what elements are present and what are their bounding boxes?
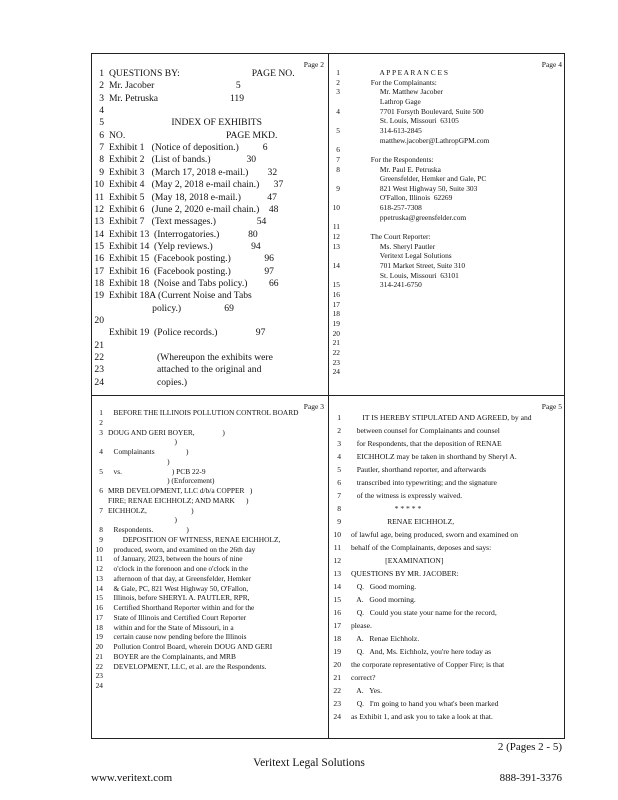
line-text: Exhibit 7 (Text messages.) 54: [109, 216, 267, 228]
line-number: 9: [336, 183, 340, 193]
line-text: Exhibit 2 (List of bands.) 30: [109, 154, 257, 166]
line-text: of January, 2023, between the hours of nine: [108, 554, 243, 564]
line-text: QUESTIONS BY MR. JACOBER:: [351, 569, 459, 578]
line-number: 22: [95, 661, 103, 671]
line-text: policy.) 69: [109, 302, 234, 314]
line-text: State of Illinois and Certified Court Reporter: [108, 612, 247, 622]
line-number: 14: [94, 228, 104, 240]
line-text: Mr. Matthew Jacober: [367, 87, 443, 97]
line-text: matthew.jacober@LathropGPM.com: [367, 135, 490, 145]
line-number: 11: [333, 543, 341, 552]
line-number: 7: [336, 154, 340, 164]
company-name: Veritext Legal Solutions: [253, 757, 365, 769]
line-number: 20: [332, 328, 340, 338]
line-number: 17: [94, 265, 104, 277]
line-number: 1: [99, 68, 104, 79]
line-number: 23: [94, 364, 104, 376]
line-text: ppetruska@greensfelder.com: [367, 212, 467, 222]
line-text: transcribed into typewriting; and the signature: [351, 478, 497, 487]
line-number: 23: [333, 699, 341, 708]
line-text: Q. Could you state your name for the record,: [351, 608, 497, 617]
line-number: 5: [99, 117, 104, 129]
line-number: 8: [336, 164, 340, 174]
line-number: 3: [99, 427, 103, 437]
transcript-page-2: [92, 54, 328, 395]
line-number: 18: [95, 622, 103, 632]
line-number: 9: [99, 534, 103, 544]
line-number: 22: [94, 352, 104, 364]
line-number: 24: [333, 712, 341, 721]
line-text: Pautler, shorthand reporter, and afterwards: [351, 465, 486, 474]
website-link[interactable]: www.veritext.com: [91, 772, 173, 784]
line-text: O'Fallon, Illinois 62269: [367, 193, 453, 203]
line-number: 13: [95, 573, 103, 583]
line-text: NO. PAGE MKD.: [109, 129, 278, 141]
page-label: Page 2: [303, 60, 324, 69]
line-number: 13: [94, 216, 104, 228]
line-number: 12: [94, 203, 104, 215]
line-text: 701 Market Street, Suite 310: [367, 261, 466, 270]
line-text: Exhibit 18 (Noise and Tabs policy.) 66: [109, 277, 279, 289]
line-number: 17: [332, 299, 340, 309]
line-number: 21: [95, 651, 103, 661]
line-number: 12: [332, 232, 340, 242]
line-number: 6: [99, 129, 104, 141]
line-number: 11: [332, 222, 340, 232]
line-number: 7: [99, 505, 103, 515]
line-text: Pollution Control Board, wherein DOUG AND GERI: [108, 642, 273, 651]
line-text: produced, sworn, and examined on the 26th day: [108, 544, 256, 554]
line-number: 22: [332, 347, 340, 357]
line-text: (Whereupon the exhibits were: [109, 352, 273, 364]
line-text: Illinois, before SHERYL A. PAUTLER, RPR,: [108, 593, 250, 603]
line-text: Ms. Sheryl Pautler: [367, 241, 436, 251]
line-text: St. Louis, Missouri 63105: [367, 116, 459, 126]
line-number: 18: [332, 309, 340, 319]
line-text: Q. I'm going to hand you what's been marked: [351, 699, 499, 708]
line-text: o'clock in the forenoon and one o'clock in the: [108, 564, 248, 573]
line-number: 9: [337, 517, 341, 526]
phone-number: 888-391-3376: [499, 772, 562, 784]
line-number: 15: [95, 593, 103, 603]
line-text: DEVELOPMENT, LLC, et al. are the Respondents.: [108, 661, 267, 671]
line-number: 17: [95, 612, 103, 622]
line-number: 15: [332, 280, 340, 290]
line-number: 3: [336, 87, 340, 97]
line-text: Complainants ): [108, 447, 189, 456]
line-number: 10: [333, 530, 341, 539]
line-text: Exhibit 6 (June 2, 2020 e-mail chain.) 48: [109, 203, 279, 215]
line-text: MRB DEVELOPMENT, LLC d/b/a COPPER ): [108, 486, 253, 495]
line-text: Respondents. ): [108, 525, 189, 534]
line-number: 13: [332, 241, 340, 251]
line-text: INDEX OF EXHIBITS: [109, 117, 262, 129]
page-range: 2 (Pages 2 - 5): [497, 741, 562, 753]
line-number: 2: [99, 417, 103, 427]
line-text: Mr. Petruska 119: [109, 92, 245, 104]
line-text: between counsel for Complainants and counsel: [351, 426, 500, 435]
line-number: 2: [336, 77, 340, 87]
line-number: 8: [337, 504, 341, 513]
line-number: 4: [99, 105, 104, 117]
line-text: Mr. Jacober 5: [109, 80, 241, 92]
line-text: Exhibit 13 (Interrogatories.) 80: [109, 228, 258, 240]
line-text: IT IS HEREBY STIPULATED AND AGREED, by and: [351, 413, 532, 422]
line-text: Exhibit 1 (Notice of deposition.) 6: [109, 142, 268, 154]
line-text: the corporate representative of Copper Fire; is that: [351, 660, 505, 669]
line-text: DEPOSITION OF WITNESS, RENAE EICHHOLZ,: [108, 534, 281, 544]
line-number: 23: [332, 357, 340, 367]
line-number: 14: [333, 582, 341, 591]
line-text: Exhibit 18A (Current Noise and Tabs: [109, 290, 252, 302]
line-number: 20: [95, 642, 103, 651]
line-number: 10: [95, 544, 103, 554]
line-number: 20: [94, 315, 104, 326]
line-number: 15: [94, 240, 104, 252]
line-number: 19: [94, 290, 104, 302]
line-text: Exhibit 4 (May 2, 2018 e-mail chain.) 37: [109, 179, 284, 191]
line-text: 618-257-7308: [367, 203, 422, 213]
line-text: RENAE EICHHOLZ,: [351, 517, 455, 526]
line-number: 22: [333, 686, 341, 695]
line-text: Exhibit 16 (Facebook posting.) 97: [109, 265, 274, 277]
line-number: 7: [99, 142, 104, 154]
line-text: EICHHOLZ, ): [108, 505, 194, 515]
line-number: 5: [337, 465, 341, 474]
line-number: 5: [336, 125, 340, 135]
line-text: Q. Good morning.: [351, 582, 417, 591]
line-number: 18: [333, 634, 341, 643]
line-number: 8: [99, 154, 104, 166]
line-number: 21: [332, 338, 340, 348]
transcript-sheet: [91, 53, 565, 739]
line-text: Certified Shorthand Reporter within and for the: [108, 603, 255, 612]
line-text: EICHHOLZ may be taken in shorthand by Sheryl A.: [351, 452, 517, 461]
line-text: behalf of the Complainants, deposes and says:: [351, 543, 492, 552]
line-number: 19: [95, 632, 103, 642]
page-label: Page 4: [541, 60, 562, 69]
line-text: BOYER are the Complainants, and MRB: [108, 651, 236, 661]
line-text: within and for the State of Missouri, in a: [108, 622, 234, 632]
line-text: ): [108, 456, 170, 466]
line-number: 16: [95, 603, 103, 612]
line-text: 821 West Highway 50, Suite 303: [367, 183, 478, 193]
page-label: Page 3: [303, 402, 324, 411]
line-text: attached to the original and: [109, 364, 262, 376]
line-text: Exhibit 14 (Yelp reviews.) 94: [109, 240, 261, 252]
line-text: of the witness is expressly waived.: [351, 491, 463, 500]
line-number: 15: [333, 595, 341, 604]
line-number: 8: [99, 525, 103, 534]
line-text: correct?: [351, 673, 376, 682]
line-number: 2: [337, 426, 341, 435]
line-text: FIRE; RENAE EICHHOLZ; AND MARK ): [108, 495, 249, 505]
line-number: 19: [332, 318, 340, 328]
line-text: Q. And, Ms. Eichholz, you're here today as: [351, 647, 492, 656]
line-number: 21: [94, 339, 104, 351]
line-text: For the Complainants:: [367, 77, 437, 87]
line-number: 16: [94, 253, 104, 265]
line-number: 3: [337, 439, 341, 448]
line-text: Exhibit 19 (Police records.) 97: [109, 327, 266, 339]
line-number: 18: [94, 277, 104, 289]
line-text: DOUG AND GERI BOYER, ): [108, 427, 225, 437]
line-text: * * * * *: [351, 504, 422, 513]
line-number: 11: [95, 554, 103, 564]
line-number: 24: [332, 367, 340, 377]
line-text: 7701 Forsyth Boulevard, Suite 500: [367, 106, 484, 116]
line-number: 24: [95, 681, 103, 690]
transcript-page-4: [329, 54, 566, 395]
line-text: as Exhibit 1, and ask you to take a look at that.: [351, 712, 493, 721]
line-text: Mr. Paul E. Petruska: [367, 164, 441, 174]
line-text: of lawful age, being produced, sworn and examined on: [351, 530, 519, 539]
line-number: 12: [95, 564, 103, 573]
line-text: Veritext Legal Solutions: [367, 251, 452, 261]
line-number: 4: [337, 452, 341, 461]
line-text: Greensfelder, Hemker and Gale, PC: [367, 174, 487, 184]
line-text: Lathrop Gage: [367, 96, 421, 106]
line-text: ): [108, 437, 177, 447]
line-text: for Respondents, that the deposition of RENAE: [351, 439, 502, 448]
line-text: [EXAMINATION]: [351, 556, 444, 565]
line-number: 16: [333, 608, 341, 617]
line-number: 3: [99, 92, 104, 104]
line-number: 12: [333, 556, 341, 565]
line-number: 19: [333, 647, 341, 656]
line-text: Exhibit 5 (May 18, 2018 e-mail.) 47: [109, 191, 277, 203]
line-number: 7: [337, 491, 341, 500]
line-text: BEFORE THE ILLINOIS POLLUTION CONTROL BOARD: [108, 408, 299, 417]
line-number: 14: [332, 261, 340, 270]
line-text: A. Renae Eichholz.: [351, 634, 420, 643]
line-number: 10: [332, 203, 340, 213]
line-number: 6: [336, 145, 340, 155]
line-number: 24: [94, 376, 104, 388]
line-text: Exhibit 15 (Facebook posting.) 96: [109, 253, 274, 265]
line-number: 14: [95, 583, 103, 593]
line-text: copies.): [109, 376, 188, 388]
transcript-page-5: [329, 396, 566, 740]
line-text: ) (Enforcement): [108, 476, 215, 486]
line-number: 4: [336, 106, 340, 116]
page-label: Page 5: [541, 402, 562, 411]
line-number: 23: [95, 671, 103, 681]
line-number: 5: [99, 466, 103, 476]
line-text: A P P E A R A N C E S: [367, 68, 448, 77]
line-number: 13: [333, 569, 341, 578]
line-number: 1: [337, 413, 341, 422]
line-number: 6: [337, 478, 341, 487]
line-text: A. Yes.: [351, 686, 383, 695]
line-number: 6: [99, 486, 103, 495]
line-text: afternoon of that day, at Greensfelder, Hemker: [108, 573, 252, 583]
line-text: QUESTIONS BY: PAGE NO.: [109, 68, 295, 79]
line-number: 4: [99, 447, 103, 456]
line-text: vs. ) PCB 22-9: [108, 466, 206, 476]
line-number: 17: [333, 621, 341, 630]
line-number: 9: [99, 166, 104, 178]
line-number: 1: [336, 68, 340, 77]
line-number: 1: [99, 408, 103, 417]
line-text: certain cause now pending before the Illinois: [108, 632, 247, 642]
line-number: 11: [94, 191, 104, 203]
line-number: 20: [333, 660, 341, 669]
line-number: 10: [94, 179, 104, 191]
line-text: Exhibit 3 (March 17, 2018 e-mail.) 32: [109, 166, 278, 178]
line-text: please.: [351, 621, 372, 630]
line-number: 2: [99, 80, 104, 92]
line-number: 21: [333, 673, 341, 682]
line-text: 314-241-6750: [367, 280, 422, 290]
line-text: & Gale, PC, 821 West Highway 50, O'Fallon,: [108, 583, 249, 593]
line-text: ): [108, 515, 177, 525]
transcript-page-3: [92, 396, 328, 740]
line-text: The Court Reporter:: [367, 232, 431, 242]
line-text: 314-613-2845: [367, 125, 422, 135]
line-text: A. Good morning.: [351, 595, 416, 604]
line-number: 16: [332, 289, 340, 299]
line-text: For the Respondents:: [367, 154, 434, 164]
line-text: St. Louis, Missouri 63101: [367, 270, 459, 280]
